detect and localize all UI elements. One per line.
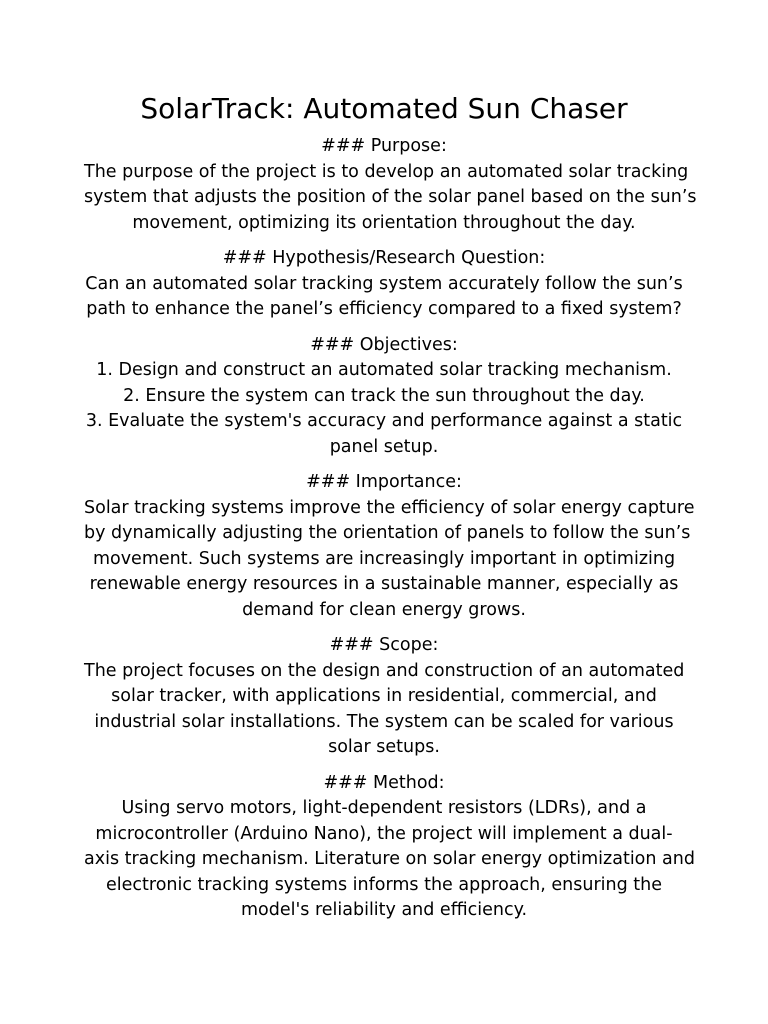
body-line: solar tracker, with applications in residential, commercial, and: [111, 686, 657, 706]
body-line: axis tracking mechanism. Literature on solar energy optimization and: [84, 849, 695, 869]
section-heading: ### Scope:: [329, 635, 439, 655]
body-line: 2. Ensure the system can track the sun throughout the day.: [123, 385, 645, 406]
section-importance: [84, 470, 695, 623]
section-purpose: [84, 134, 697, 236]
section-heading: ### Importance:: [306, 472, 462, 492]
section-heading: ### Method:: [323, 772, 445, 793]
section-scope: [84, 633, 684, 761]
body-line: movement. Such systems are increasingly important in optimizing: [92, 548, 676, 569]
body-line: Can an automated solar tracking system accurately follow the sun’s: [85, 273, 683, 294]
body-line: electronic tracking systems informs the approach, ensuring the: [106, 874, 662, 895]
section-body: [84, 496, 695, 624]
body-line: solar setups.: [328, 737, 440, 757]
body-line: 3. Evaluate the system's accuracy and performance against a static: [85, 411, 683, 431]
section-body: [84, 160, 697, 237]
section-method: [84, 771, 695, 924]
document-page: [84, 0, 697, 924]
body-line: Using servo motors, light-dependent resistors (LDRs), and a: [121, 798, 647, 818]
body-line: demand for clean energy grows.: [242, 599, 526, 620]
body-line: system that adjusts the position of the solar panel based on the sun’s: [84, 187, 697, 207]
body-line: Solar tracking systems improve the efficiency of solar energy capture: [84, 497, 695, 518]
body-line: model's reliability and efficiency.: [240, 900, 528, 920]
body-line: The purpose of the project is to develop an automated solar tracking: [84, 161, 689, 182]
body-line: panel setup.: [329, 436, 439, 457]
section-hypothesis: [84, 246, 684, 323]
body-line: industrial solar installations. The system can be scaled for various: [94, 711, 674, 732]
section-body: [84, 358, 684, 460]
section-objectives: [84, 333, 684, 461]
section-body: [84, 796, 695, 924]
body-line: renewable energy resources in a sustainable manner, especially as: [89, 574, 679, 594]
body-line: by dynamically adjusting the orientation of panels to follow the sun’s: [84, 523, 691, 543]
section-body: [84, 272, 684, 323]
section-body: [84, 659, 684, 761]
body-line: microcontroller (Arduino Nano), the project will implement a dual-: [95, 823, 673, 844]
body-line: 1. Design and construct an automated solar tracking mechanism.: [96, 360, 672, 380]
section-heading: ### Objectives:: [310, 334, 458, 355]
body-line: movement, optimizing its orientation throughout the day.: [132, 212, 636, 233]
body-line: path to enhance the panel’s efficiency compared to a fixed system?: [86, 299, 682, 319]
body-line: The project focuses on the design and construction of an automated: [84, 660, 685, 681]
section-heading: ### Purpose:: [321, 136, 447, 156]
section-heading: ### Hypothesis/Research Question:: [222, 248, 546, 268]
document-title: SolarTrack: Automated Sun Chaser: [140, 92, 628, 125]
